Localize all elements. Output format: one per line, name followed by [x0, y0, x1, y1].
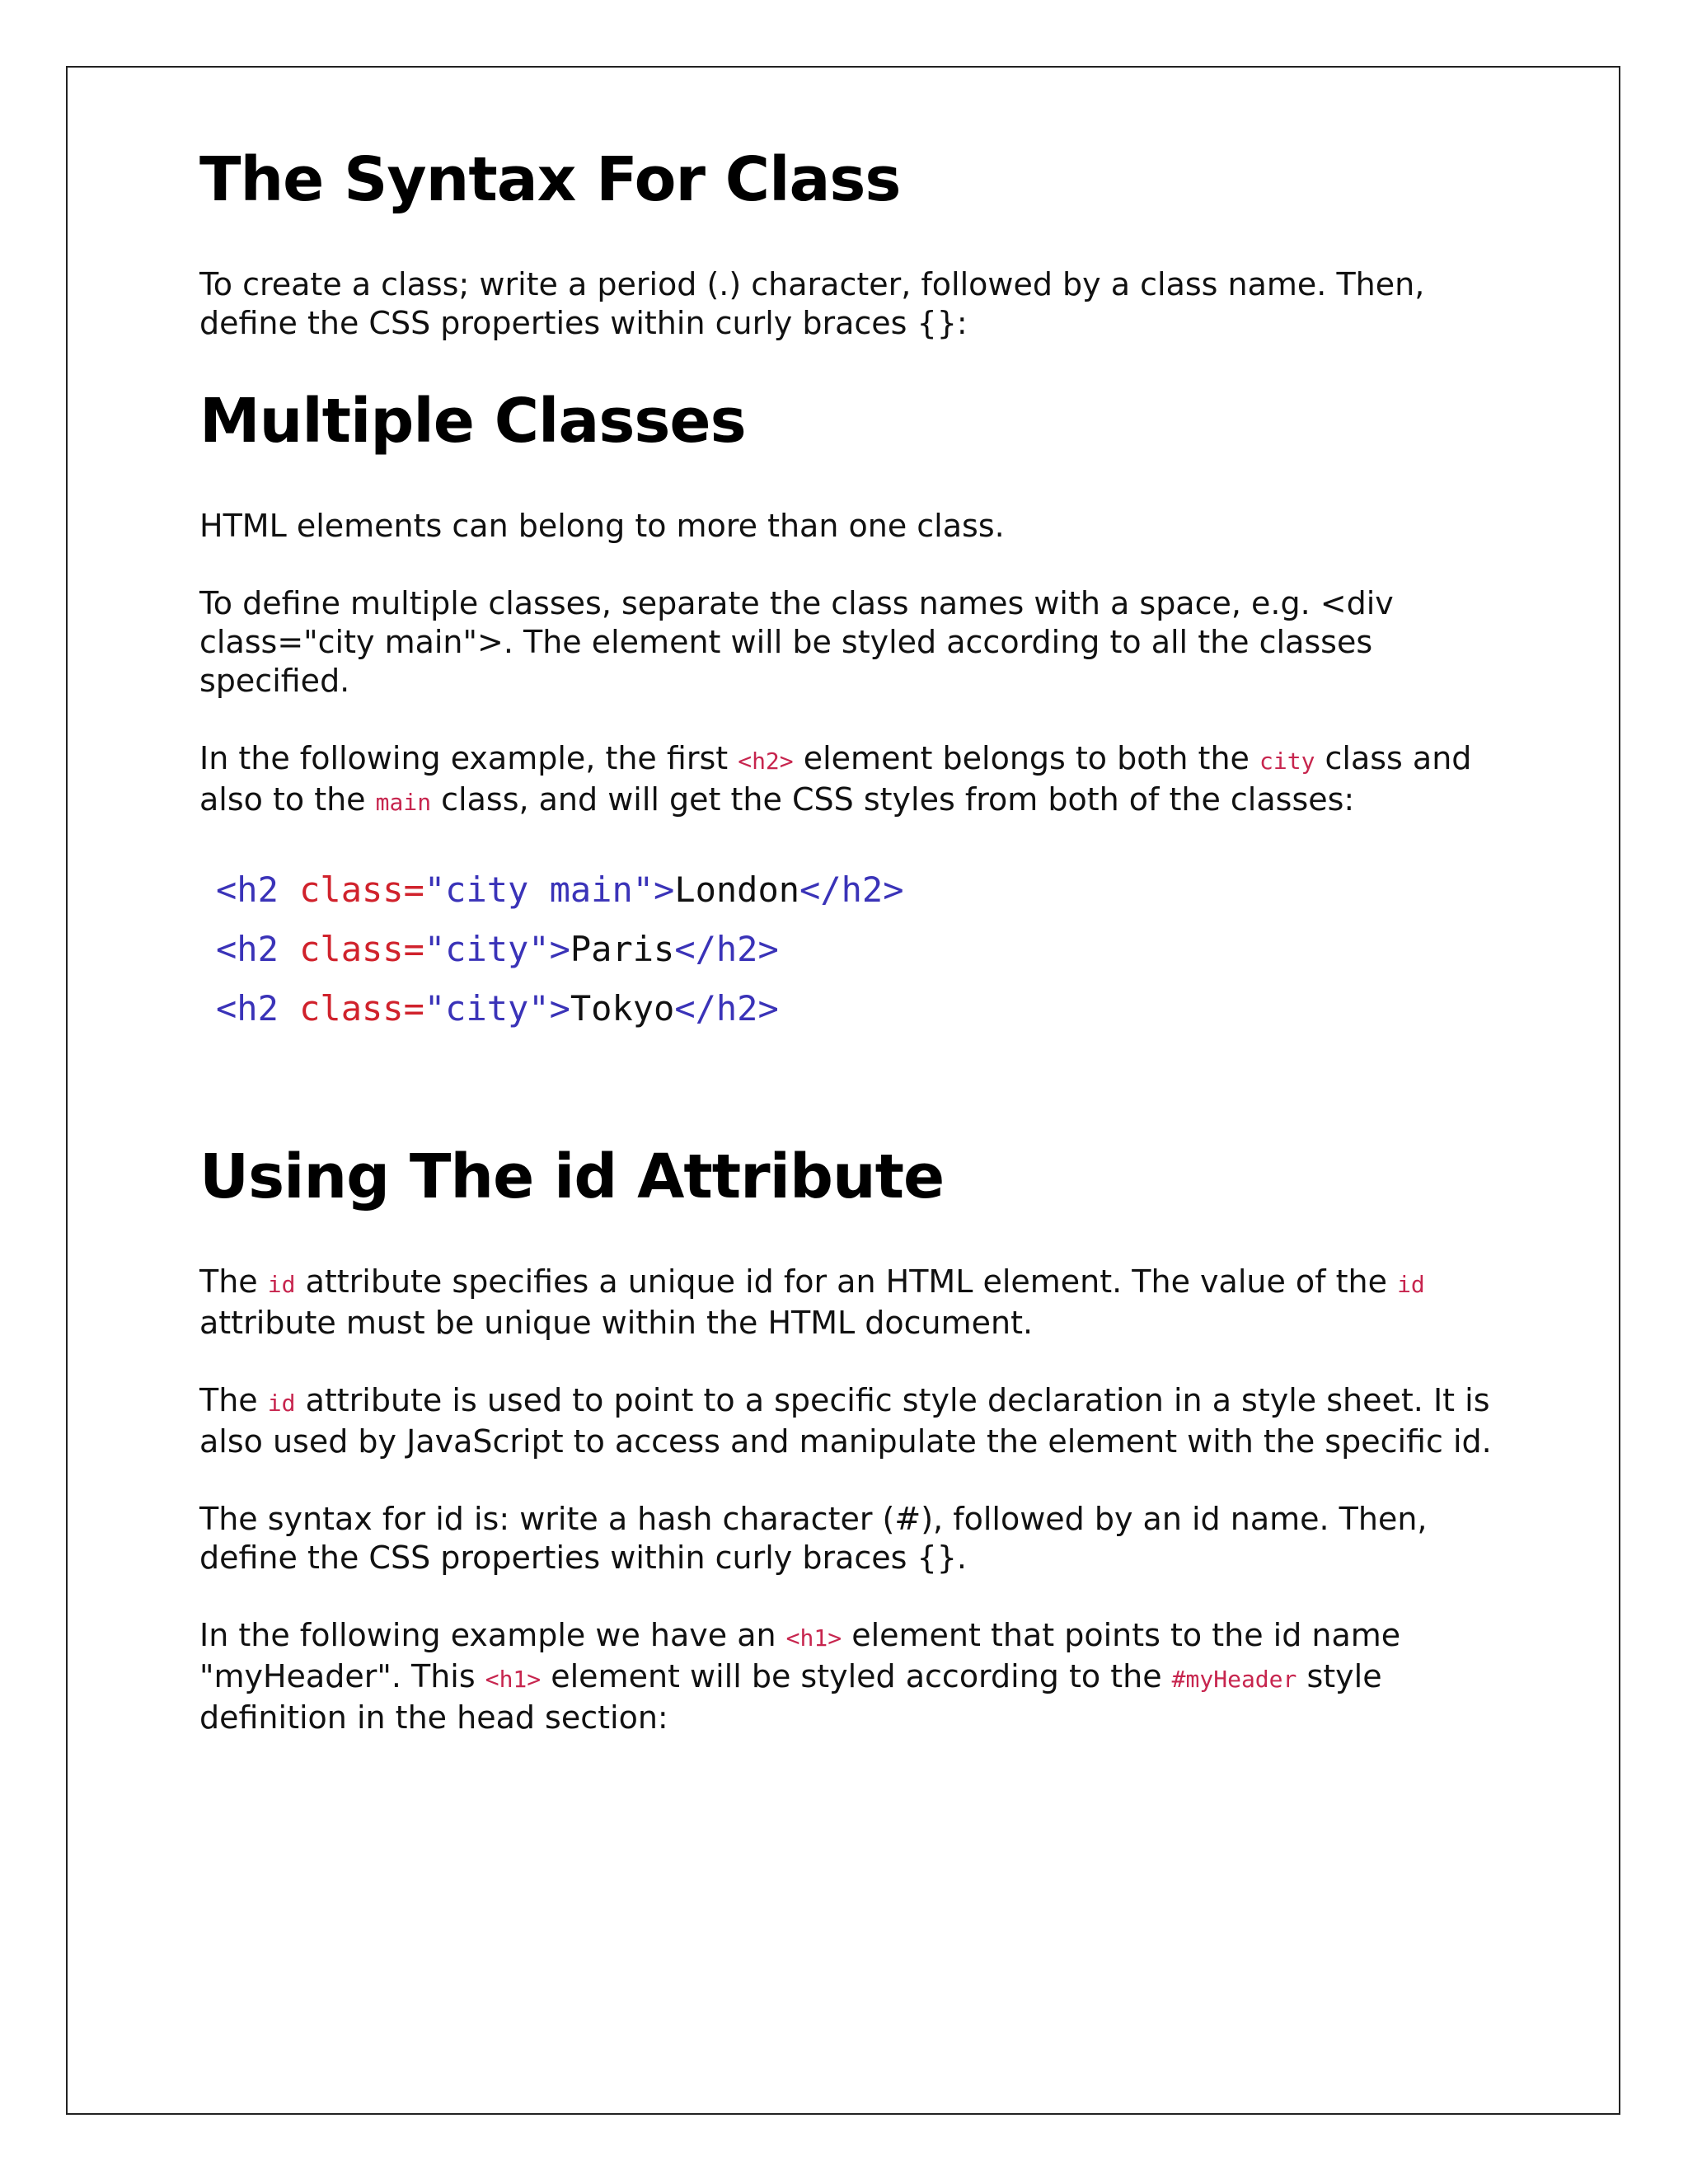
paragraph: [199, 739, 1518, 822]
code-tag: <h2: [216, 929, 279, 969]
text-run: element that points to the id name "myHeader". This: [199, 1617, 1401, 1694]
text-run: HTML elements can belong to more than one class.: [199, 508, 1005, 544]
paragraph: [199, 1616, 1518, 1737]
paragraph: [199, 265, 1518, 343]
text-run: style definition in the head section:: [199, 1658, 1382, 1736]
code-attribute: class=: [278, 988, 424, 1029]
text-run: attribute must be unique within the HTML document.: [199, 1305, 1034, 1341]
code-line: [216, 979, 1518, 1038]
inline-code: #myHeader: [1171, 1666, 1297, 1693]
code-value: "city main": [424, 869, 654, 910]
text-run: The syntax for id is: write a hash character (#), followed by an id name. Then, define the CSS properties within curly braces {}.: [199, 1501, 1428, 1576]
paragraph: [199, 1263, 1518, 1343]
text-run: The: [199, 1382, 268, 1418]
code-text: Tokyo: [570, 988, 675, 1029]
text-run: In the following example, the first: [199, 740, 738, 776]
inline-code: <h2>: [738, 748, 794, 775]
text-run: In the following example we have an: [199, 1617, 786, 1653]
inline-code: id: [1397, 1271, 1425, 1298]
code-example: [216, 860, 1518, 1038]
code-value: "city": [424, 929, 550, 969]
code-tag: <h2: [216, 869, 279, 910]
code-text: London: [674, 869, 800, 910]
text-run: attribute specifies a unique id for an HTML element. The value of the: [295, 1263, 1398, 1300]
inline-code: id: [267, 1390, 296, 1417]
inline-code: <h1>: [785, 1624, 842, 1652]
section-title: The Syntax For Class: [199, 144, 901, 215]
inline-code: <h1>: [485, 1666, 542, 1693]
inline-code: id: [267, 1271, 296, 1298]
code-tag: >: [549, 988, 570, 1029]
text-run: element will be styled according to the: [541, 1658, 1172, 1694]
code-tag: >: [654, 869, 675, 910]
text-run: attribute is used to point to a specific style declaration in a style sheet. It is also used by JavaScript to access and manipulate the element with the specific id.: [199, 1382, 1492, 1460]
code-line: [216, 860, 1518, 920]
code-tag: </h2>: [674, 929, 779, 969]
section-title: Multiple Classes: [199, 386, 746, 457]
text-run: class and also to the: [199, 740, 1472, 818]
text-run: To define multiple classes, separate the class names with a space, e.g. <div class="city main">. The element will be styled according to all the classes specified.: [199, 585, 1394, 699]
code-tag: <h2: [216, 988, 279, 1029]
code-attribute: class=: [278, 929, 424, 969]
text-run: The: [199, 1263, 268, 1300]
section-title: Using The id Attribute: [199, 1141, 945, 1212]
inline-code: city: [1259, 748, 1315, 775]
code-line: [216, 920, 1518, 979]
text-run: class, and will get the CSS styles from both of the classes:: [431, 781, 1355, 818]
code-value: "city": [424, 988, 550, 1029]
code-tag: </h2>: [799, 869, 904, 910]
paragraph: [199, 1500, 1518, 1577]
code-tag: >: [549, 929, 570, 969]
text-run: element belongs to both the: [793, 740, 1259, 776]
paragraph: [199, 584, 1518, 701]
code-attribute: class=: [278, 869, 424, 910]
document-content: [199, 140, 1518, 1776]
paragraph: [199, 507, 1518, 546]
paragraph: [199, 1381, 1518, 1461]
code-text: Paris: [570, 929, 675, 969]
text-run: To create a class; write a period (.) character, followed by a class name. Then, define the CSS properties within curly braces {}:: [199, 266, 1425, 341]
code-tag: </h2>: [674, 988, 779, 1029]
inline-code: main: [375, 789, 432, 816]
